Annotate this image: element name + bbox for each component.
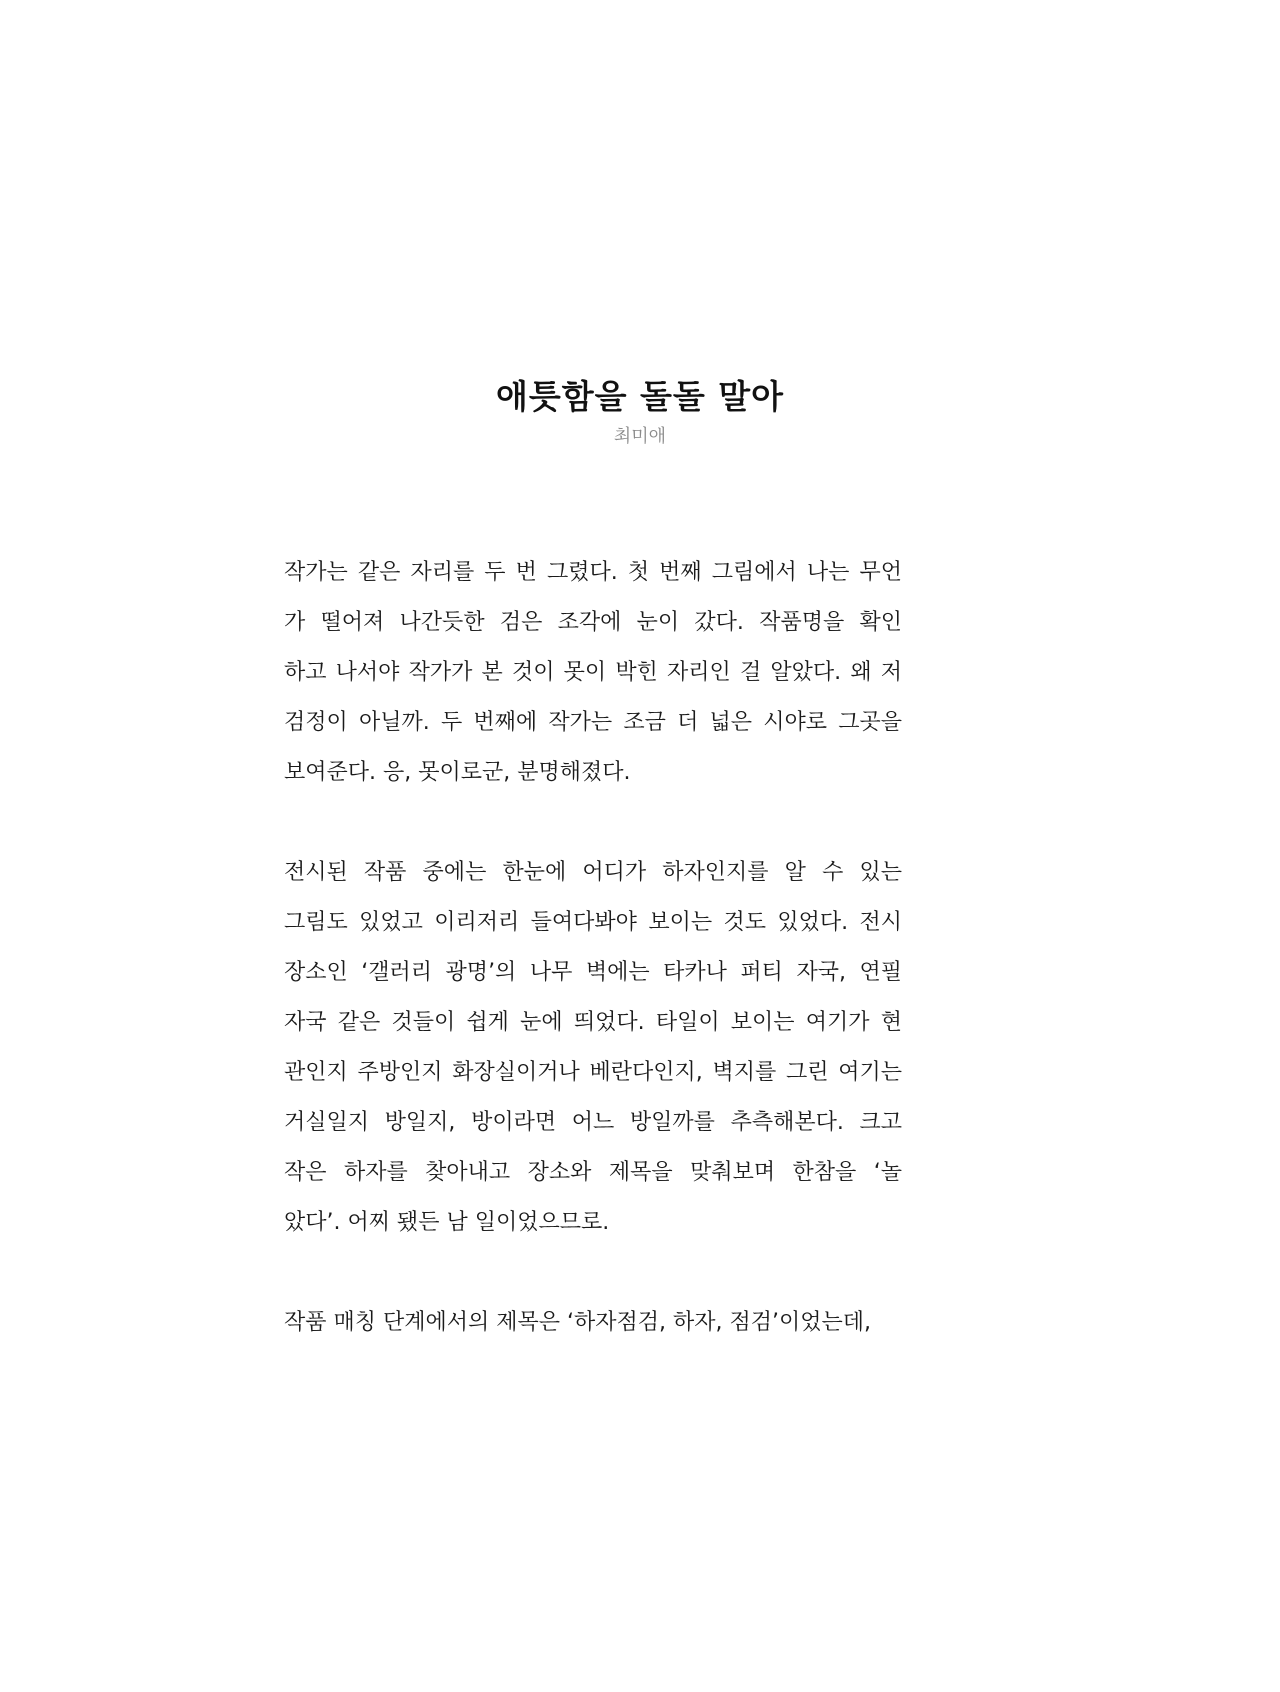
- essay-body: [284, 548, 902, 1398]
- text-line: 작품 매칭 단계에서의 제목은 ‘하자점검, 하자, 점검’이었는데,: [284, 1310, 871, 1335]
- text-line: 작은 하자를 찾아내고 장소와 제목을 맞춰보며 한참을 ‘놀: [284, 1160, 902, 1185]
- text-line: 검정이 아닐까. 두 번째에 작가는 조금 더 넓은 시야로 그곳을: [284, 710, 902, 735]
- text-line: 가 떨어져 나간듯한 검은 조각에 눈이 갔다. 작품명을 확인: [284, 610, 902, 635]
- text-line: 전시된 작품 중에는 한눈에 어디가 하자인지를 알 수 있는: [284, 860, 902, 885]
- paragraph-1: [284, 548, 902, 798]
- text-line: 았다’. 어찌 됐든 남 일이었으므로.: [284, 1210, 610, 1235]
- text-line: 하고 나서야 작가가 본 것이 못이 박힌 자리인 걸 알았다. 왜 저: [284, 660, 902, 685]
- text-line: 보여준다. 응, 못이로군, 분명해졌다.: [284, 760, 631, 785]
- text-line: 관인지 주방인지 화장실이거나 베란다인지, 벽지를 그린 여기는: [284, 1060, 902, 1085]
- text-line: 작가는 같은 자리를 두 번 그렸다. 첫 번째 그림에서 나는 무언: [284, 560, 902, 585]
- text-line: 장소인 ‘갤러리 광명’의 나무 벽에는 타카나 퍼티 자국, 연필: [284, 960, 902, 985]
- paragraph-3: [284, 1298, 902, 1348]
- text-line: 거실일지 방일지, 방이라면 어느 방일까를 추측해본다. 크고: [284, 1110, 902, 1135]
- essay-title: 애틋함을 돌돌 말아: [495, 377, 784, 417]
- text-line: 그림도 있었고 이리저리 들여다봐야 보이는 것도 있었다. 전시: [284, 910, 902, 935]
- text-line: 자국 같은 것들이 쉽게 눈에 띄었다. 타일이 보이는 여기가 현: [284, 1010, 902, 1035]
- author-name: 최미애: [613, 426, 667, 447]
- paragraph-2: [284, 848, 902, 1248]
